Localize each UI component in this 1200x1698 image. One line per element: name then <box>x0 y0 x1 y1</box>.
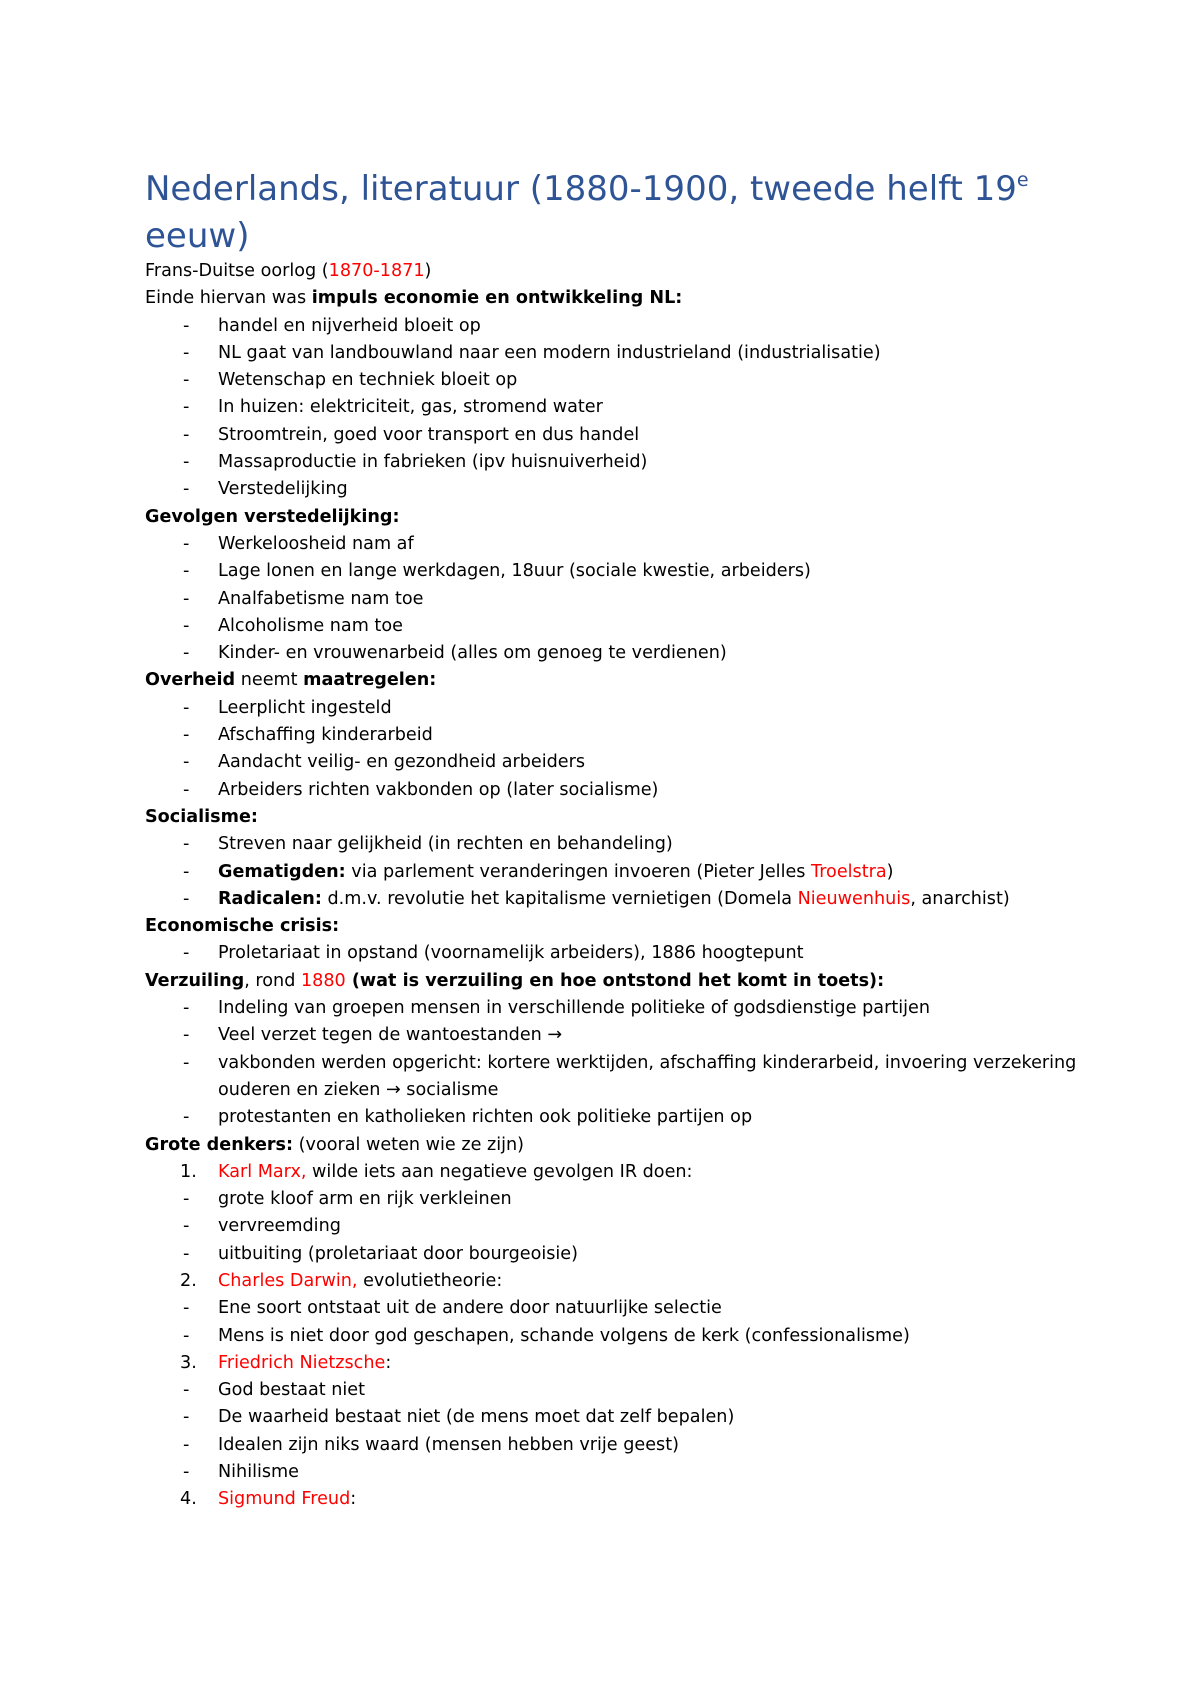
list-item <box>145 777 1085 804</box>
list-item-text: Idealen zijn niks waard (mensen hebben vrije geest) <box>218 1434 679 1455</box>
list-item-text: Alcoholisme nam toe <box>218 615 403 636</box>
list-item <box>145 1213 1085 1240</box>
radicalen-name: Nieuwenhuis <box>797 888 911 909</box>
thinker-name: Sigmund Freud <box>218 1489 351 1510</box>
list-item <box>145 1186 1085 1213</box>
list-item-text: Wetenschap en techniek bloeit op <box>218 370 518 391</box>
list-item-text: Arbeiders richten vakbonden op (later socialisme) <box>218 779 659 800</box>
impulse-pre: Einde hiervan was <box>145 288 312 309</box>
dash-marker: - <box>183 1243 190 1264</box>
war-close: ) <box>424 261 432 281</box>
list-item <box>145 859 1085 886</box>
list-item <box>145 340 1085 367</box>
list-item-text: vervreemding <box>218 1216 341 1237</box>
list-item-text: Indeling van groepen mensen in verschillende politieke of godsdienstige partijen <box>218 998 930 1019</box>
verzuiling-mid: , rond <box>244 970 301 991</box>
number-marker: 4. <box>180 1489 197 1510</box>
list-item-text: Massaproductie in fabrieken (ipv huisnuiverheid) <box>218 452 648 473</box>
thinker-desc: : <box>385 1352 392 1373</box>
list-item <box>145 1050 1085 1105</box>
impulse-line <box>145 285 1085 312</box>
crisis-list <box>145 940 1085 967</box>
verzuiling-bold-2: (wat is verzuiling en hoe ontstond het komt in toets): <box>345 970 885 991</box>
gevolgen-heading <box>145 504 1085 531</box>
list-item <box>145 940 1085 967</box>
list-item <box>145 476 1085 503</box>
socialisme-heading <box>145 804 1085 831</box>
dash-marker: - <box>183 370 190 391</box>
title-text: Nederlands, literatuur (1880-1900, tweede helft 19 <box>145 169 1017 209</box>
denkers-text: (vooral weten wie ze zijn) <box>293 1134 525 1155</box>
thinker-desc: wilde iets aan negatieve gevolgen IR doen: <box>306 1161 693 1182</box>
thinkers-list <box>145 1159 1085 1514</box>
dash-marker: - <box>183 861 190 882</box>
dash-marker: - <box>183 342 190 363</box>
impulse-bold: impuls economie en ontwikkeling NL: <box>311 288 683 309</box>
list-item-text: Stroomtrein, goed voor transport en dus handel <box>218 424 640 445</box>
dash-marker: - <box>183 1025 190 1046</box>
list-item-text: De waarheid bestaat niet (de mens moet dat zelf bepalen) <box>218 1407 735 1428</box>
list-item-text: Streven naar gelijkheid (in rechten en behandeling) <box>218 834 673 855</box>
list-item <box>145 886 1085 913</box>
dash-marker: - <box>183 533 190 554</box>
list-item <box>145 1404 1085 1431</box>
list-item-text: vakbonden werden opgericht: kortere werktijden, afschaffing kinderarbeid, invoering verzekering ouderen en zieken → socialisme <box>218 1052 1077 1100</box>
list-item <box>145 422 1085 449</box>
list-item <box>145 1295 1085 1322</box>
thinker-name: Karl Marx, <box>218 1161 307 1182</box>
dash-marker: - <box>183 1189 190 1210</box>
list-item-text: God bestaat niet <box>218 1380 366 1401</box>
radicalen-close: , anarchist) <box>910 888 1010 909</box>
thinker-desc: : <box>350 1489 357 1510</box>
list-item <box>145 1459 1085 1486</box>
list-item <box>145 394 1085 421</box>
war-line <box>145 258 1085 285</box>
list-item <box>145 586 1085 613</box>
dash-marker: - <box>183 561 190 582</box>
number-marker: 3. <box>180 1352 197 1373</box>
list-item <box>145 367 1085 394</box>
number-marker: 1. <box>180 1161 197 1182</box>
document-body <box>145 258 1085 1514</box>
list-item <box>145 695 1085 722</box>
overheid-bold: Overheid <box>145 670 236 691</box>
gevolgen-heading-text: Gevolgen verstedelijking: <box>145 506 400 527</box>
list-item-text: NL gaat van landbouwland naar een modern industrieland (industrialisatie) <box>218 342 881 363</box>
war-label: Frans-Duitse oorlog ( <box>145 261 329 281</box>
list-item <box>145 1323 1085 1350</box>
thinker-item <box>145 1486 1085 1513</box>
list-item-text: uitbuiting (proletariaat door bourgeoisie) <box>218 1243 578 1264</box>
verzuiling-year: 1880 <box>300 970 346 991</box>
radicalen-label: Radicalen: <box>218 888 322 909</box>
dash-marker: - <box>183 752 190 773</box>
list-item <box>145 613 1085 640</box>
thinker-name: Charles Darwin, <box>218 1270 358 1291</box>
gematigden-close: ) <box>886 861 894 882</box>
impulse-list <box>145 313 1085 504</box>
list-item-text: Kinder- en vrouwenarbeid (alles om genoeg te verdienen) <box>218 643 727 664</box>
list-item-text: Proletariaat in opstand (voornamelijk arbeiders), 1886 hoogtepunt <box>218 943 804 964</box>
dash-marker: - <box>183 1407 190 1428</box>
dash-marker: - <box>183 779 190 800</box>
dash-marker: - <box>183 315 190 336</box>
dash-marker: - <box>183 1052 190 1073</box>
dash-marker: - <box>183 1434 190 1455</box>
crisis-heading-text: Economische crisis: <box>145 916 340 937</box>
list-item-text: Lage lonen en lange werkdagen, 18uur (sociale kwestie, arbeiders) <box>218 561 811 582</box>
list-item <box>145 1104 1085 1131</box>
dash-marker: - <box>183 1380 190 1401</box>
dash-marker: - <box>183 1298 190 1319</box>
list-item-text: Nihilisme <box>218 1462 299 1483</box>
dash-marker: - <box>183 834 190 855</box>
list-item <box>145 449 1085 476</box>
number-marker: 2. <box>180 1270 197 1291</box>
dash-marker: - <box>183 888 190 909</box>
list-item <box>145 1022 1085 1049</box>
list-item <box>145 722 1085 749</box>
list-item-text: handel en nijverheid bloeit op <box>218 315 481 336</box>
thinker-desc: evolutietheorie: <box>357 1270 503 1291</box>
dash-marker: - <box>183 1462 190 1483</box>
list-item-text: Analfabetisme nam toe <box>218 588 424 609</box>
list-item-text: Leerplicht ingesteld <box>218 697 392 718</box>
dash-marker: - <box>183 998 190 1019</box>
overheid-bold-2: maatregelen: <box>303 670 437 691</box>
list-item <box>145 640 1085 667</box>
list-item <box>145 313 1085 340</box>
denkers-bold: Grote denkers: <box>145 1134 294 1155</box>
list-item-text: protestanten en katholieken richten ook politieke partijen op <box>218 1107 753 1128</box>
list-item-text: Aandacht veilig- en gezondheid arbeiders <box>218 752 586 773</box>
overheid-list <box>145 695 1085 804</box>
socialisme-heading-text: Socialisme: <box>145 806 258 827</box>
dash-marker: - <box>183 1325 190 1346</box>
thinker-item <box>145 1268 1085 1295</box>
list-item <box>145 558 1085 585</box>
list-item-text: Werkeloosheid nam af <box>218 533 414 554</box>
thinker-item <box>145 1350 1085 1377</box>
verzuiling-heading <box>145 968 1085 995</box>
list-item-text: Ene soort ontstaat uit de andere door natuurlijke selectie <box>218 1298 722 1319</box>
dash-marker: - <box>183 725 190 746</box>
list-item <box>145 995 1085 1022</box>
list-item <box>145 831 1085 858</box>
crisis-heading <box>145 913 1085 940</box>
dash-marker: - <box>183 1107 190 1128</box>
title-superscript: e <box>1016 169 1029 191</box>
war-years: 1870-1871 <box>328 261 425 281</box>
dash-marker: - <box>183 479 190 500</box>
list-item <box>145 749 1085 776</box>
denkers-heading <box>145 1132 1085 1159</box>
dash-marker: - <box>183 1216 190 1237</box>
list-item <box>145 1241 1085 1268</box>
gematigden-text: via parlement veranderingen invoeren (Pieter Jelles <box>345 861 812 882</box>
verzuiling-bold: Verzuiling <box>145 970 245 991</box>
thinker-item <box>145 1159 1085 1186</box>
gematigden-name: Troelstra <box>811 861 887 882</box>
dash-marker: - <box>183 424 190 445</box>
dash-marker: - <box>183 397 190 418</box>
thinker-name: Friedrich Nietzsche <box>218 1352 386 1373</box>
dash-marker: - <box>183 615 190 636</box>
dash-marker: - <box>183 452 190 473</box>
list-item-text: In huizen: elektriciteit, gas, stromend water <box>218 397 603 418</box>
document-title <box>145 166 1085 260</box>
list-item-text: Verstedelijking <box>218 479 348 500</box>
title-text-end: eeuw) <box>145 216 250 256</box>
gematigden-label: Gematigden: <box>218 861 346 882</box>
dash-marker: - <box>183 588 190 609</box>
radicalen-text: d.m.v. revolutie het kapitalisme vernietigen (Domela <box>321 888 798 909</box>
dash-marker: - <box>183 643 190 664</box>
overheid-mid: neemt <box>235 670 304 691</box>
list-item-text: Mens is niet door god geschapen, schande volgens de kerk (confessionalisme) <box>218 1325 910 1346</box>
list-item <box>145 1377 1085 1404</box>
list-item <box>145 531 1085 558</box>
dash-marker: - <box>183 697 190 718</box>
list-item-text: grote kloof arm en rijk verkleinen <box>218 1189 512 1210</box>
list-item-text: Veel verzet tegen de wantoestanden → <box>218 1025 563 1046</box>
dash-marker: - <box>183 943 190 964</box>
list-item <box>145 1432 1085 1459</box>
gevolgen-list <box>145 531 1085 667</box>
list-item-text: Afschaffing kinderarbeid <box>218 725 433 746</box>
overheid-heading <box>145 667 1085 694</box>
